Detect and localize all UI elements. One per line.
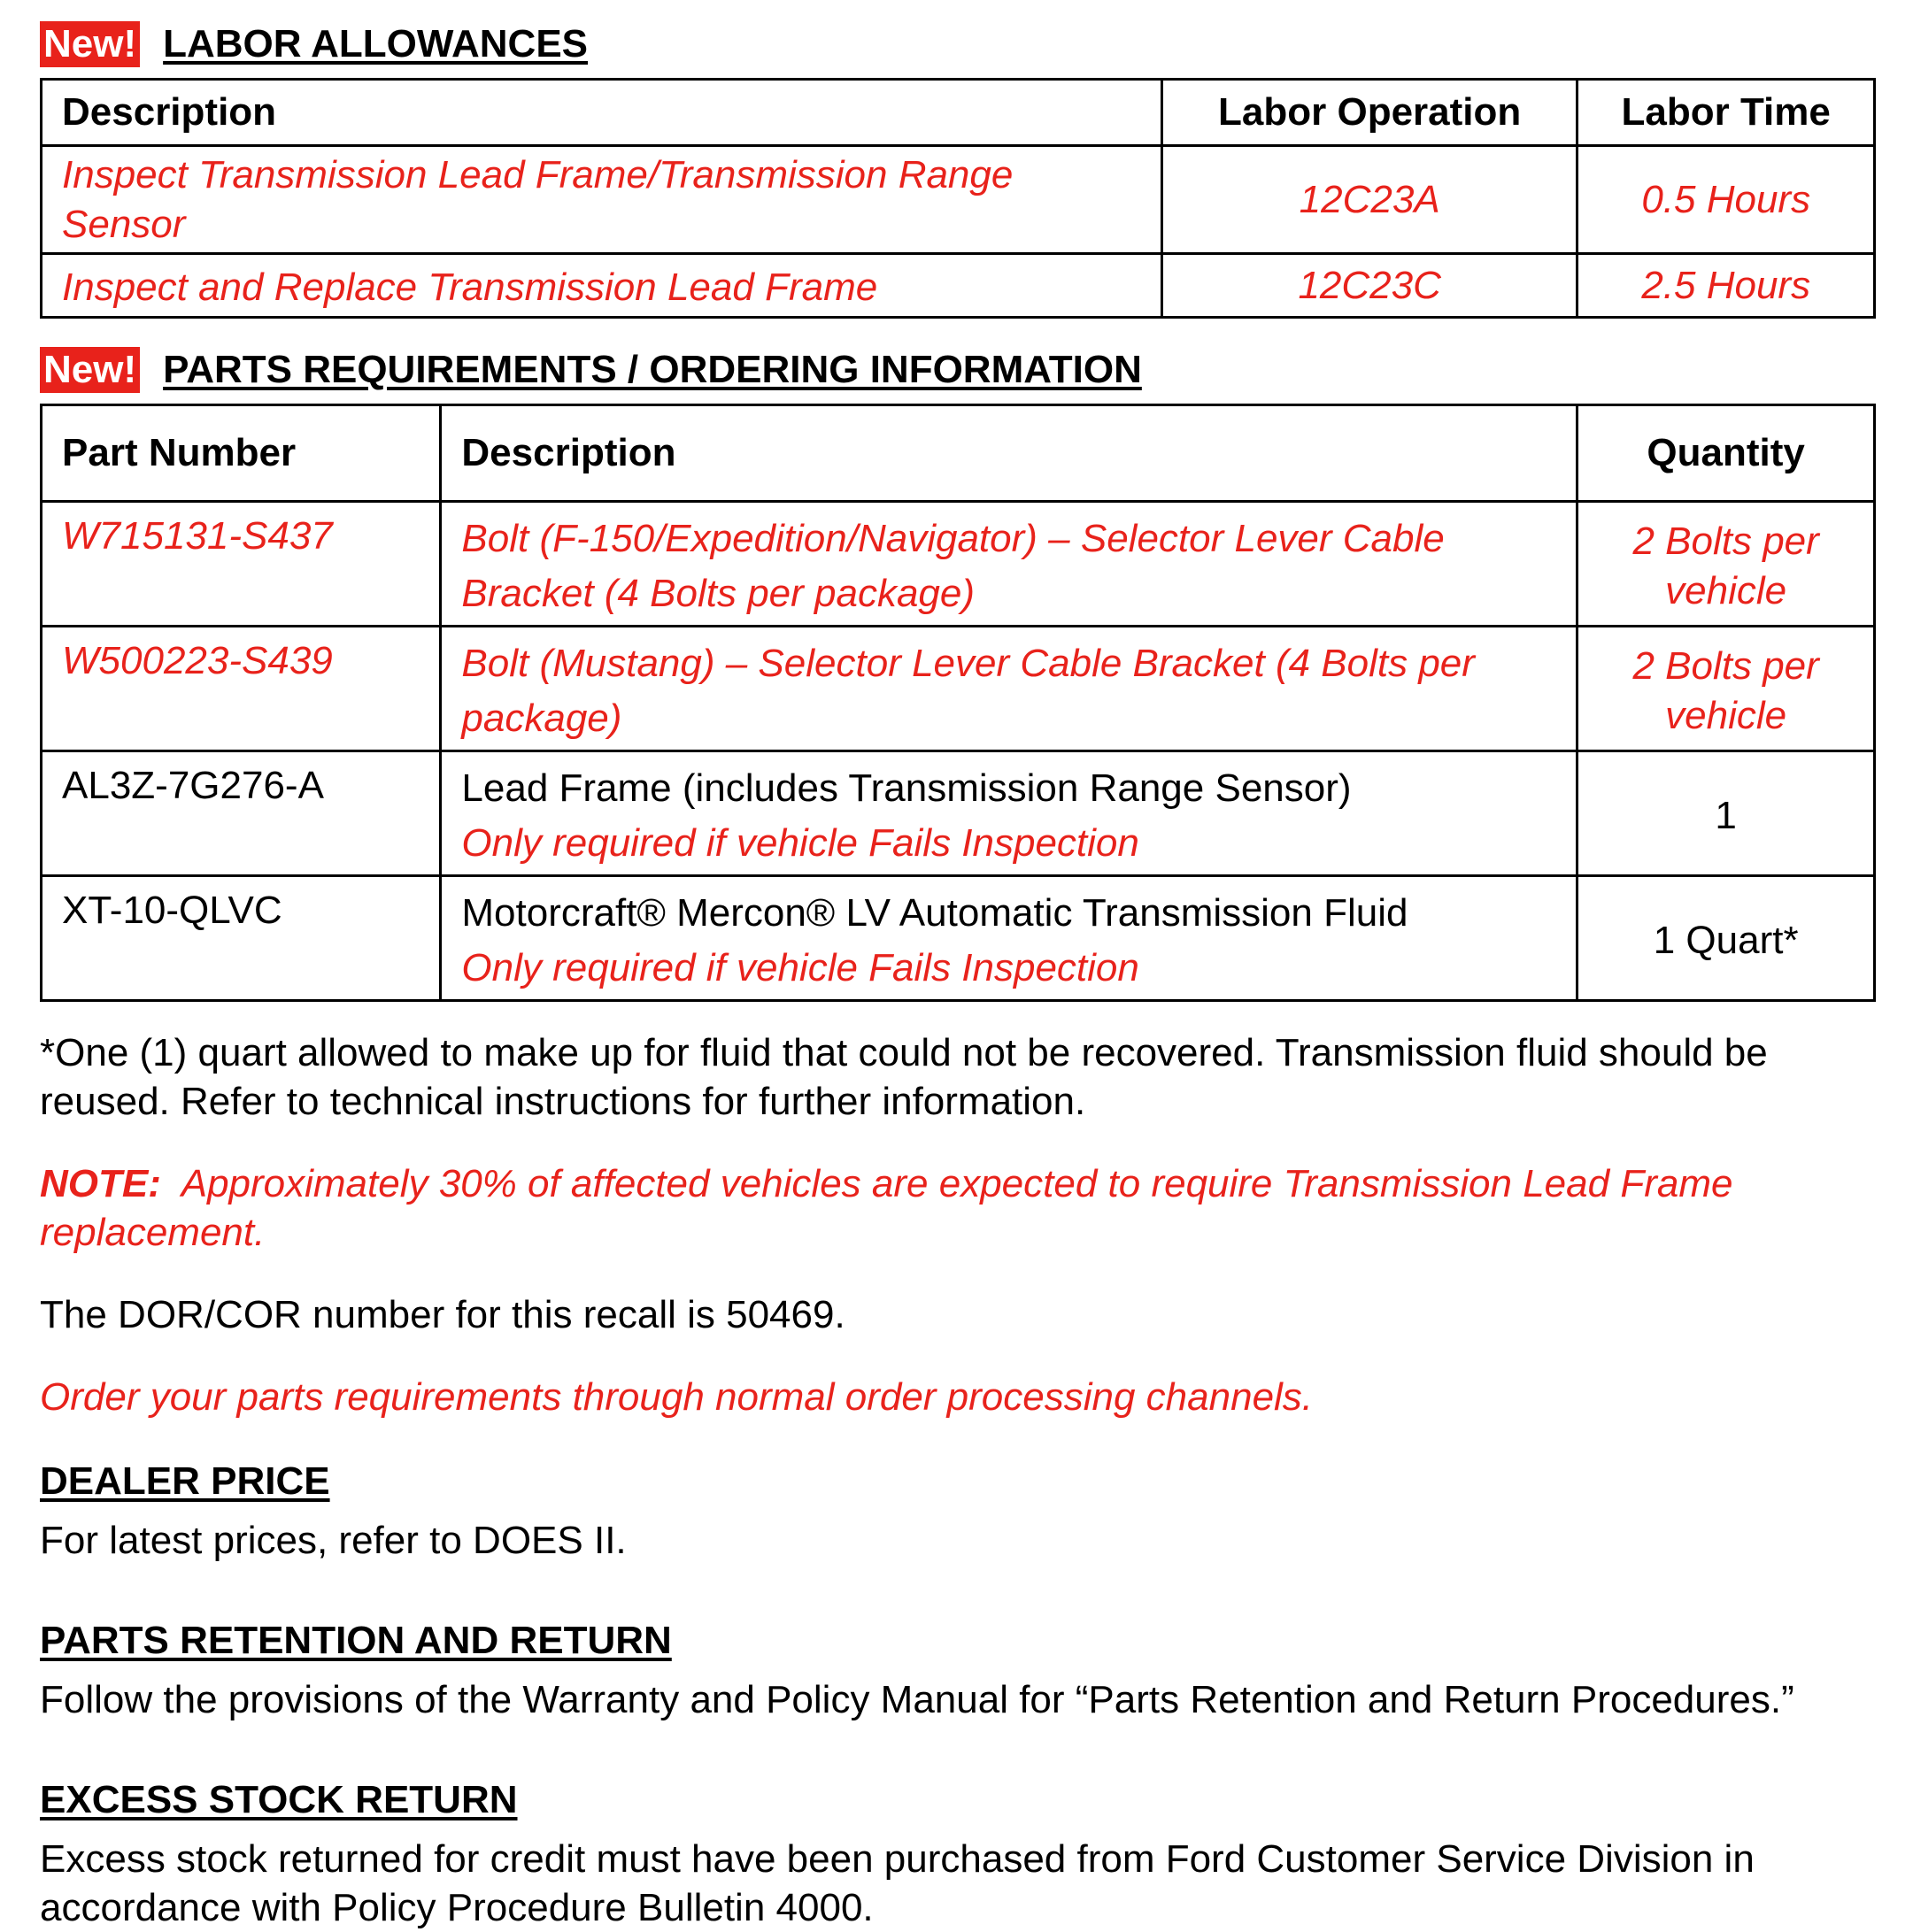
dealer-price-heading: DEALER PRICE: [40, 1459, 330, 1503]
labor-description: Inspect and Replace Transmission Lead Frame: [42, 254, 1162, 318]
document-page: [40, 19, 1890, 1932]
dealer-price-text: For latest prices, refer to DOES II.: [40, 1519, 627, 1562]
labor-operation: 12C23C: [1161, 254, 1577, 318]
table-row: [42, 627, 1875, 751]
note-paragraph: [40, 1159, 1872, 1257]
labor-table: [40, 78, 1876, 319]
quantity-footnote: *One (1) quart allowed to make up for fluid that could not be recovered. Transmission fluid should be reused. Refer to technical instructions for further information.: [40, 1031, 1768, 1123]
part-description-cell: [441, 876, 1577, 1001]
labor-header-row: [42, 80, 1875, 146]
parts-col-part-number: Part Number: [42, 405, 441, 502]
labor-col-operation: Labor Operation: [1161, 80, 1577, 146]
labor-operation: 12C23A: [1161, 146, 1577, 254]
labor-col-time: Labor Time: [1577, 80, 1875, 146]
part-description: Bolt (Mustang) – Selector Lever Cable Bracket (4 Bolts per package): [441, 627, 1577, 751]
note-label: NOTE:: [40, 1162, 161, 1205]
order-text: Order your parts requirements through normal order processing channels.: [40, 1375, 1314, 1419]
excess-stock-heading: EXCESS STOCK RETURN: [40, 1778, 518, 1821]
parts-header-row: [42, 405, 1875, 502]
part-number: XT-10-QLVC: [42, 876, 441, 1001]
part-description-cell: [441, 751, 1577, 876]
part-description: Motorcraft® Mercon® LV Automatic Transmission Fluid: [461, 891, 1408, 935]
excess-stock-text: Excess stock returned for credit must have been purchased from Ford Customer Service Division in accordance with Policy Procedure Bulletin 4000.: [40, 1837, 1755, 1929]
part-quantity: 2 Bolts per vehicle: [1577, 627, 1875, 751]
note-text: Approximately 30% of affected vehicles are expected to require Transmission Lead Frame replacement.: [40, 1162, 1733, 1254]
part-description: Lead Frame (includes Transmission Range Sensor): [461, 766, 1352, 810]
labor-col-description: Description: [42, 80, 1162, 146]
table-row: [42, 146, 1875, 254]
labor-section-title: LABOR ALLOWANCES: [163, 22, 589, 65]
table-row: [42, 502, 1875, 627]
part-note: Only required if vehicle Fails Inspection: [461, 946, 1139, 989]
part-note: Only required if vehicle Fails Inspection: [461, 821, 1139, 865]
parts-section-header: [40, 345, 1890, 395]
dor-cor-text: The DOR/COR number for this recall is 50469.: [40, 1293, 845, 1336]
labor-time: 2.5 Hours: [1577, 254, 1875, 318]
part-number: AL3Z-7G276-A: [42, 751, 441, 876]
labor-description: Inspect Transmission Lead Frame/Transmission Range Sensor: [42, 146, 1162, 254]
part-quantity: 1: [1577, 751, 1875, 876]
part-description: Bolt (F-150/Expedition/Navigator) – Selector Lever Cable Bracket (4 Bolts per package): [441, 502, 1577, 627]
parts-section-title: PARTS REQUIREMENTS / ORDERING INFORMATION: [163, 348, 1142, 391]
parts-col-quantity: Quantity: [1577, 405, 1875, 502]
part-quantity: 1 Quart*: [1577, 876, 1875, 1001]
new-badge: New!: [40, 21, 140, 67]
parts-col-description: Description: [441, 405, 1577, 502]
part-quantity: 2 Bolts per vehicle: [1577, 502, 1875, 627]
table-row: [42, 254, 1875, 318]
parts-table: [40, 404, 1876, 1002]
part-number: W500223-S439: [42, 627, 441, 751]
labor-time: 0.5 Hours: [1577, 146, 1875, 254]
retention-heading: PARTS RETENTION AND RETURN: [40, 1619, 672, 1662]
labor-section-header: [40, 19, 1890, 69]
retention-text: Follow the provisions of the Warranty and Policy Manual for “Parts Retention and Return Procedures.”: [40, 1678, 1794, 1721]
part-number: W715131-S437: [42, 502, 441, 627]
table-row: [42, 876, 1875, 1001]
new-badge: New!: [40, 347, 140, 393]
table-row: [42, 751, 1875, 876]
